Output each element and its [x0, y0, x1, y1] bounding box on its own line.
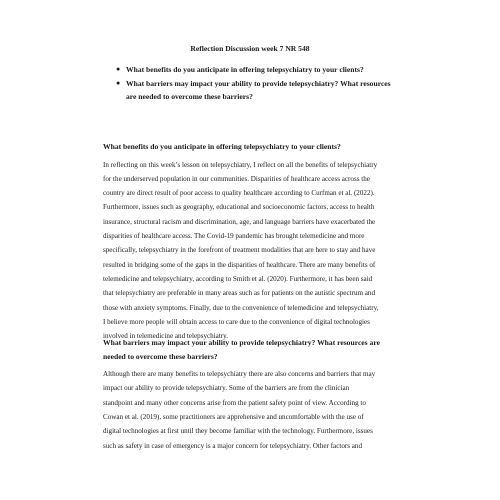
paragraph-line: I believe more people will obtain access to care due to the convenience of digital technologies	[103, 317, 370, 326]
bullet-icon: ●	[116, 79, 121, 87]
paragraph-line: Although there are many benefits to telepsychiatry there are also concerns and barriers that may	[103, 370, 376, 379]
question-item: ● What benefits do you anticipate in offering telepsychiatry to your clients?	[116, 63, 406, 77]
paragraph-line: for the underserved population in our communities. Disparities of healthcare access across the	[103, 174, 370, 183]
paragraph-line: digital technologies at first until they become familiar with the technology. Furthermore, issues	[103, 427, 373, 436]
section-paragraph	[103, 367, 403, 453]
question-item-continuation: are needed to overcome these barriers?	[126, 92, 253, 101]
paragraph-line: country are direct result of poor access to quality healthcare according to Curfman et al. (2022).	[103, 189, 375, 198]
paragraph-line: specifically, telepsychiatry in the forefront of treatment modalities that are here to stay and have	[103, 246, 376, 255]
paragraph-line: those with anxiety symptoms. Finally, due to the convenience of telemedicine and telepsychiatry,	[103, 303, 379, 312]
paragraph-line: telemedicine and telepsychiatry, according to Smith et al. (2020). Furthermore, it has been said	[103, 274, 373, 283]
section-paragraph	[103, 158, 403, 344]
question-list	[116, 63, 406, 104]
paragraph-line: insurance, structural racism and discrimination, age, and language barriers have exacerbated the	[103, 217, 376, 226]
paragraph-line: such as safety in case of emergency is a major concern for telepsychiatry. Other factors and	[103, 441, 363, 450]
paragraph-line: standpoint and many other concerns arise from the patient safety point of view. According to	[103, 398, 366, 407]
section-heading: What benefits do you anticipate in offering telepsychiatry to your clients?	[103, 142, 341, 151]
paragraph-line: Furthermore, issues such as geography, educational and socioeconomic factors, access to health	[103, 203, 375, 212]
paragraph-line: involved in telemedicine and telepsychiatry.	[103, 332, 229, 341]
document-title: Reflection Discussion week 7 NR 548	[190, 44, 310, 53]
question-item: ● What barriers may impact your ability to provide telepsychiatry? What resources	[116, 77, 406, 91]
paragraph-line: impact our ability to provide telepsychiatry. Some of the barriers are from the clinician	[103, 384, 350, 393]
section-benefits	[103, 140, 403, 343]
paragraph-line: resulted in bridging some of the gaps in the disparities of healthcare. There are many benefits of	[103, 260, 376, 269]
section-heading: What barriers may impact your ability to provide telepsychiatry? What resources are needed to overcome these barriers?	[103, 338, 380, 361]
bullet-icon: ●	[116, 65, 121, 73]
paragraph-line: disparities of healthcare access. The Covid-19 pandemic has brought telemedicine and more	[103, 232, 365, 241]
paragraph-line: In reflecting on this week’s lesson on telepsychiatry, I reflect on all the benefits of telepsychiatry	[103, 160, 378, 169]
section-barriers	[103, 336, 403, 453]
paragraph-line: that telepsychiatry are preferable in many areas such as for patients on the autistic spectrum and	[103, 289, 376, 298]
paragraph-line: Cowan et al. (2019), some practitioners are apprehensive and uncomfortable with the use of	[103, 413, 364, 422]
